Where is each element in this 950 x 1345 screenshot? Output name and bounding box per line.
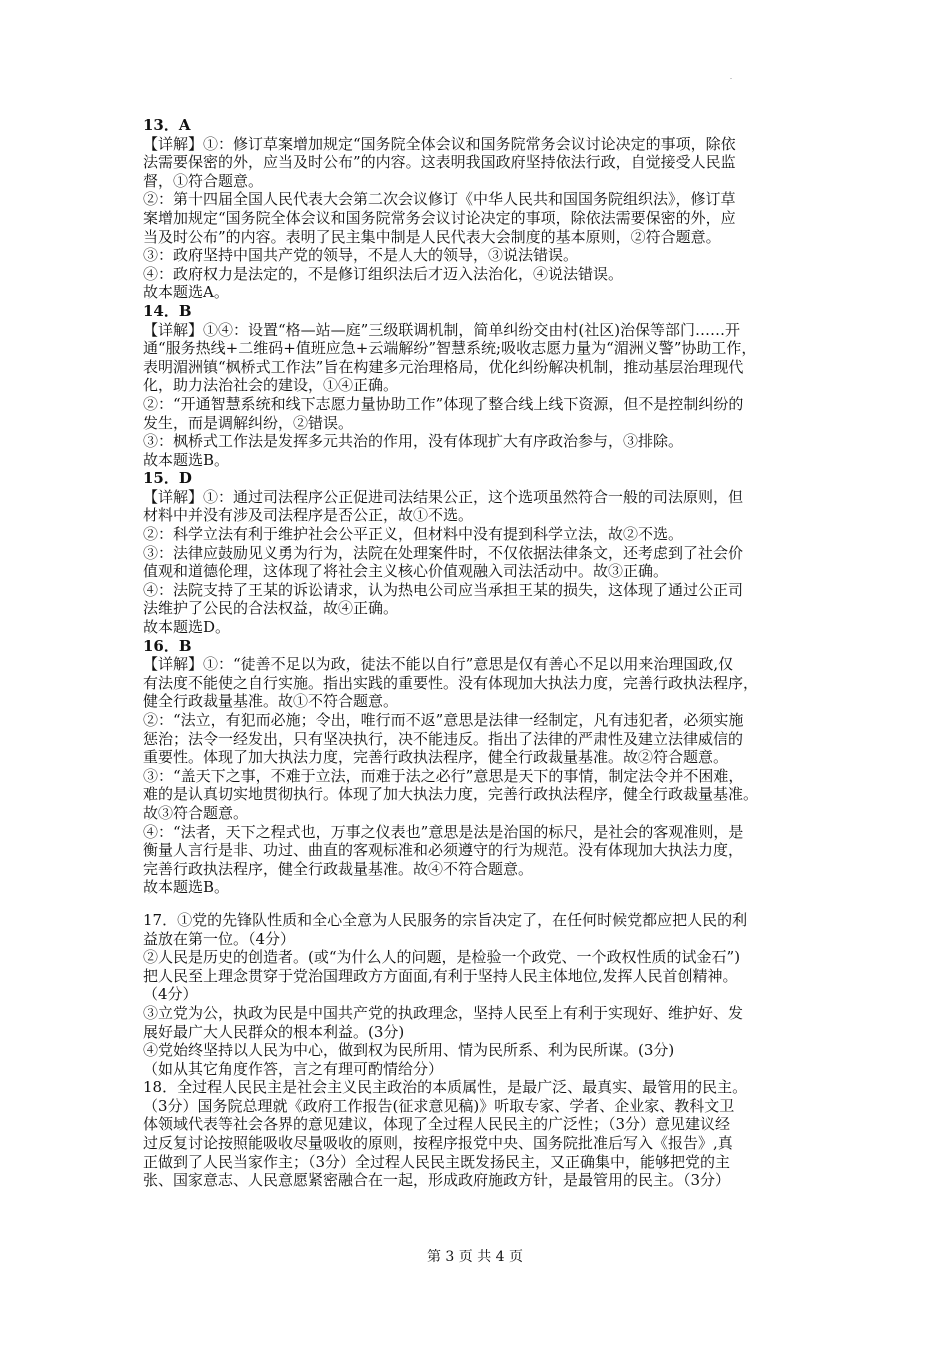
text-line: ④：法院支持了王某的诉讼请求，认为热电公司应当承担王某的损失，这体现了通过公正司 (143, 580, 744, 599)
text-line: 表明湄洲镇“枫桥式工作法”旨在构建多元治理格局，优化纠纷解决机制，推动基层治理现代 (143, 357, 744, 376)
text-line: 法需要保密的外，应当及时公布”的内容。这表明我国政府坚持依法行政，自觉接受人民监 (143, 153, 736, 172)
text-line: 重要性。体现了加大执法力度，完善行政执法程序，健全行政裁量基准。故②符合题意。 (143, 748, 729, 767)
text-line: 惩治；法令一经发出，只有坚决执行，决不能违反。指出了法律的严肃性及建立法律威信的 (143, 729, 744, 748)
text-line: 法维护了公民的合法权益，故④正确。 (143, 599, 399, 618)
text-line: ②：“开通智慧系统和线下志愿力量协助工作”体现了整合线上线下资源，但不是控制纠纷的 (143, 394, 744, 413)
text-line: 【详解】①：修订草案增加规定“国务院全体会议和国务院常务会议讨论决定的事项，除依 (143, 134, 736, 153)
text-line: ②人民是历史的创造者。(或“为什么人的问题，是检验一个政党、一个政权性质的试金石”) (143, 948, 741, 967)
text-line: 17．①党的先锋队性质和全心全意为人民服务的宗旨决定了，在任何时候党都应把人民的利 (143, 910, 748, 929)
text-line: ③：“盖天下之事，不难于立法，而难于法之必行”意思是天下的事情，制定法令并不困难， (143, 766, 744, 785)
text-line: （3分）国务院总理就《政府工作报告(征求意见稿)》听取专家、学者、企业家、教科文卫 (143, 1096, 735, 1115)
text-line: ④党始终坚持以人民为中心，做到权为民所用、情为民所系、利为民所谋。(3分) (143, 1041, 675, 1060)
answer-content (143, 116, 813, 1190)
text-line: 故本题选B。 (143, 878, 230, 897)
text-line: 把人民至上理念贯穿于党治国理政方方面面,有利于坚持人民主体地位,发挥人民首创精神。 (143, 966, 738, 985)
text-line: ②：第十四届全国人民代表大会第二次会议修订《中华人民共和国国务院组织法》，修订草 (143, 190, 736, 209)
text-line: 衡量人言行是非、功过、曲直的客观标准和必须遵守的行为规范。没有体现加大执法力度， (143, 841, 744, 860)
text-line: 当及时公布”的内容。表明了民主集中制是人民代表大会制度的基本原则，②符合题意。 (143, 227, 721, 246)
paragraph-gap (143, 897, 813, 911)
text-line: ②：“法立，有犯而必施；令出，唯行而不返”意思是法律一经制定，凡有违犯者，必须实施 (143, 711, 744, 729)
text-line: 故③符合题意。 (143, 803, 249, 822)
text-line: 【详解】①：“徒善不足以为政，徒法不能以自行”意思是仅有善心不足以用来治理国政,仅 (143, 655, 734, 674)
text-line: 故本题选A。 (143, 283, 229, 302)
text-line: ②：科学立法有利于维护社会公平正义，但材料中没有提到科学立法，故②不选。 (143, 525, 684, 544)
text-line: （4分） (143, 985, 198, 1004)
text-line: 化，助力法治社会的建设，①④正确。 (143, 376, 399, 395)
scan-mark (730, 78, 732, 79)
question-answer-key: 13．A (143, 116, 191, 134)
text-line: 值观和道德伦理，这体现了将社会主义核心价值观融入司法活动中。故③正确。 (143, 562, 669, 581)
text-line: 材料中并没有涉及司法程序是否公正，故①不选。 (143, 506, 474, 525)
text-line: 益放在第一位。（4分） (143, 929, 296, 948)
text-line: 健全行政裁量基准。故①不符合题意。 (143, 692, 399, 711)
text-line: 18．全过程人民民主是社会主义民主政治的本质属性，是最广泛、最真实、最管用的民主。 (143, 1078, 748, 1097)
text-line: 故本题选D。 (143, 618, 231, 637)
text-line: 【详解】①：通过司法程序公正促进司法结果公正，这个选项虽然符合一般的司法原则，但 (143, 487, 744, 506)
text-line: ③立党为公，执政为民是中国共产党的执政理念，坚持人民至上有利于实现好、维护好、发 (143, 1003, 744, 1022)
text-line: 督，①符合题意。 (143, 171, 264, 190)
text-line: ③：法律应鼓励见义勇为行为，法院在处理案件时，不仅依据法律条文，还考虑到了社会价 (143, 543, 744, 562)
text-line: 发生，而是调解纠纷，②错误。 (143, 413, 354, 432)
question-answer-key: 14．B (143, 301, 192, 320)
text-line: 案增加规定“国务院全体会议和国务院常务会议讨论决定的事项，除依法需要保密的外，应 (143, 208, 736, 227)
text-line: ④：“法者，天下之程式也，万事之仪表也”意思是法是治国的标尺，是社会的客观准则，是 (143, 822, 744, 841)
text-line: 故本题选B。 (143, 450, 230, 469)
text-line: ③：枫桥式工作法是发挥多元共治的作用，没有体现扩大有序政治参与，③排除。 (143, 432, 684, 451)
text-line: 张、国家意志、人民意愿紧密融合在一起，形成政府施政方针，是最管用的民主。（3分） (143, 1171, 731, 1190)
page-footer: 第 3 页 共 4 页 (426, 1249, 524, 1265)
text-line: 体领域代表等社会各界的意见建议，体现了全过程人民民主的广泛性；（3分）意见建议经 (143, 1115, 731, 1134)
text-line: 难的是认真切实地贯彻执行。体现了加大执法力度，完善行政执法程序，健全行政裁量基准。 (143, 785, 759, 804)
text-line: 完善行政执法程序，健全行政裁量基准。故④不符合题意。 (143, 859, 534, 878)
text-line: 有法度不能使之自行实施。指出实践的重要性。没有体现加大执法力度，完善行政执法程序， (143, 673, 759, 692)
text-line: 过反复讨论按照能吸收尽量吸收的原则，按程序报党中央、国务院批准后写入《报告》,真 (143, 1134, 733, 1153)
text-line: 正做到了人民当家作主；（3分）全过程人民民主既发扬民主，又正确集中，能够把党的主 (143, 1152, 731, 1171)
text-line: 【详解】①④：设置“格—站—庭”三级联调机制，简单纠纷交由村(社区)治保等部门……开 (143, 320, 741, 339)
question-answer-key: 16．B (143, 636, 192, 655)
text-line: 通“服务热线+二维码+值班应急+云端解纷”智慧系统;吸收志愿力量为“湄洲义警”协助工作， (143, 339, 757, 358)
question-answer-key: 15．D (143, 469, 192, 488)
text-line: ③：政府坚持中国共产党的领导，不是人大的领导，③说法错误。 (143, 246, 579, 265)
text-line: 展好最广大人民群众的根本利益。(3分) (143, 1022, 405, 1041)
text-line: （如从其它角度作答，言之有理可酌情给分） (143, 1059, 444, 1078)
text-line: ④：政府权力是法定的，不是修订组织法后才迈入法治化，④说法错误。 (143, 264, 624, 283)
